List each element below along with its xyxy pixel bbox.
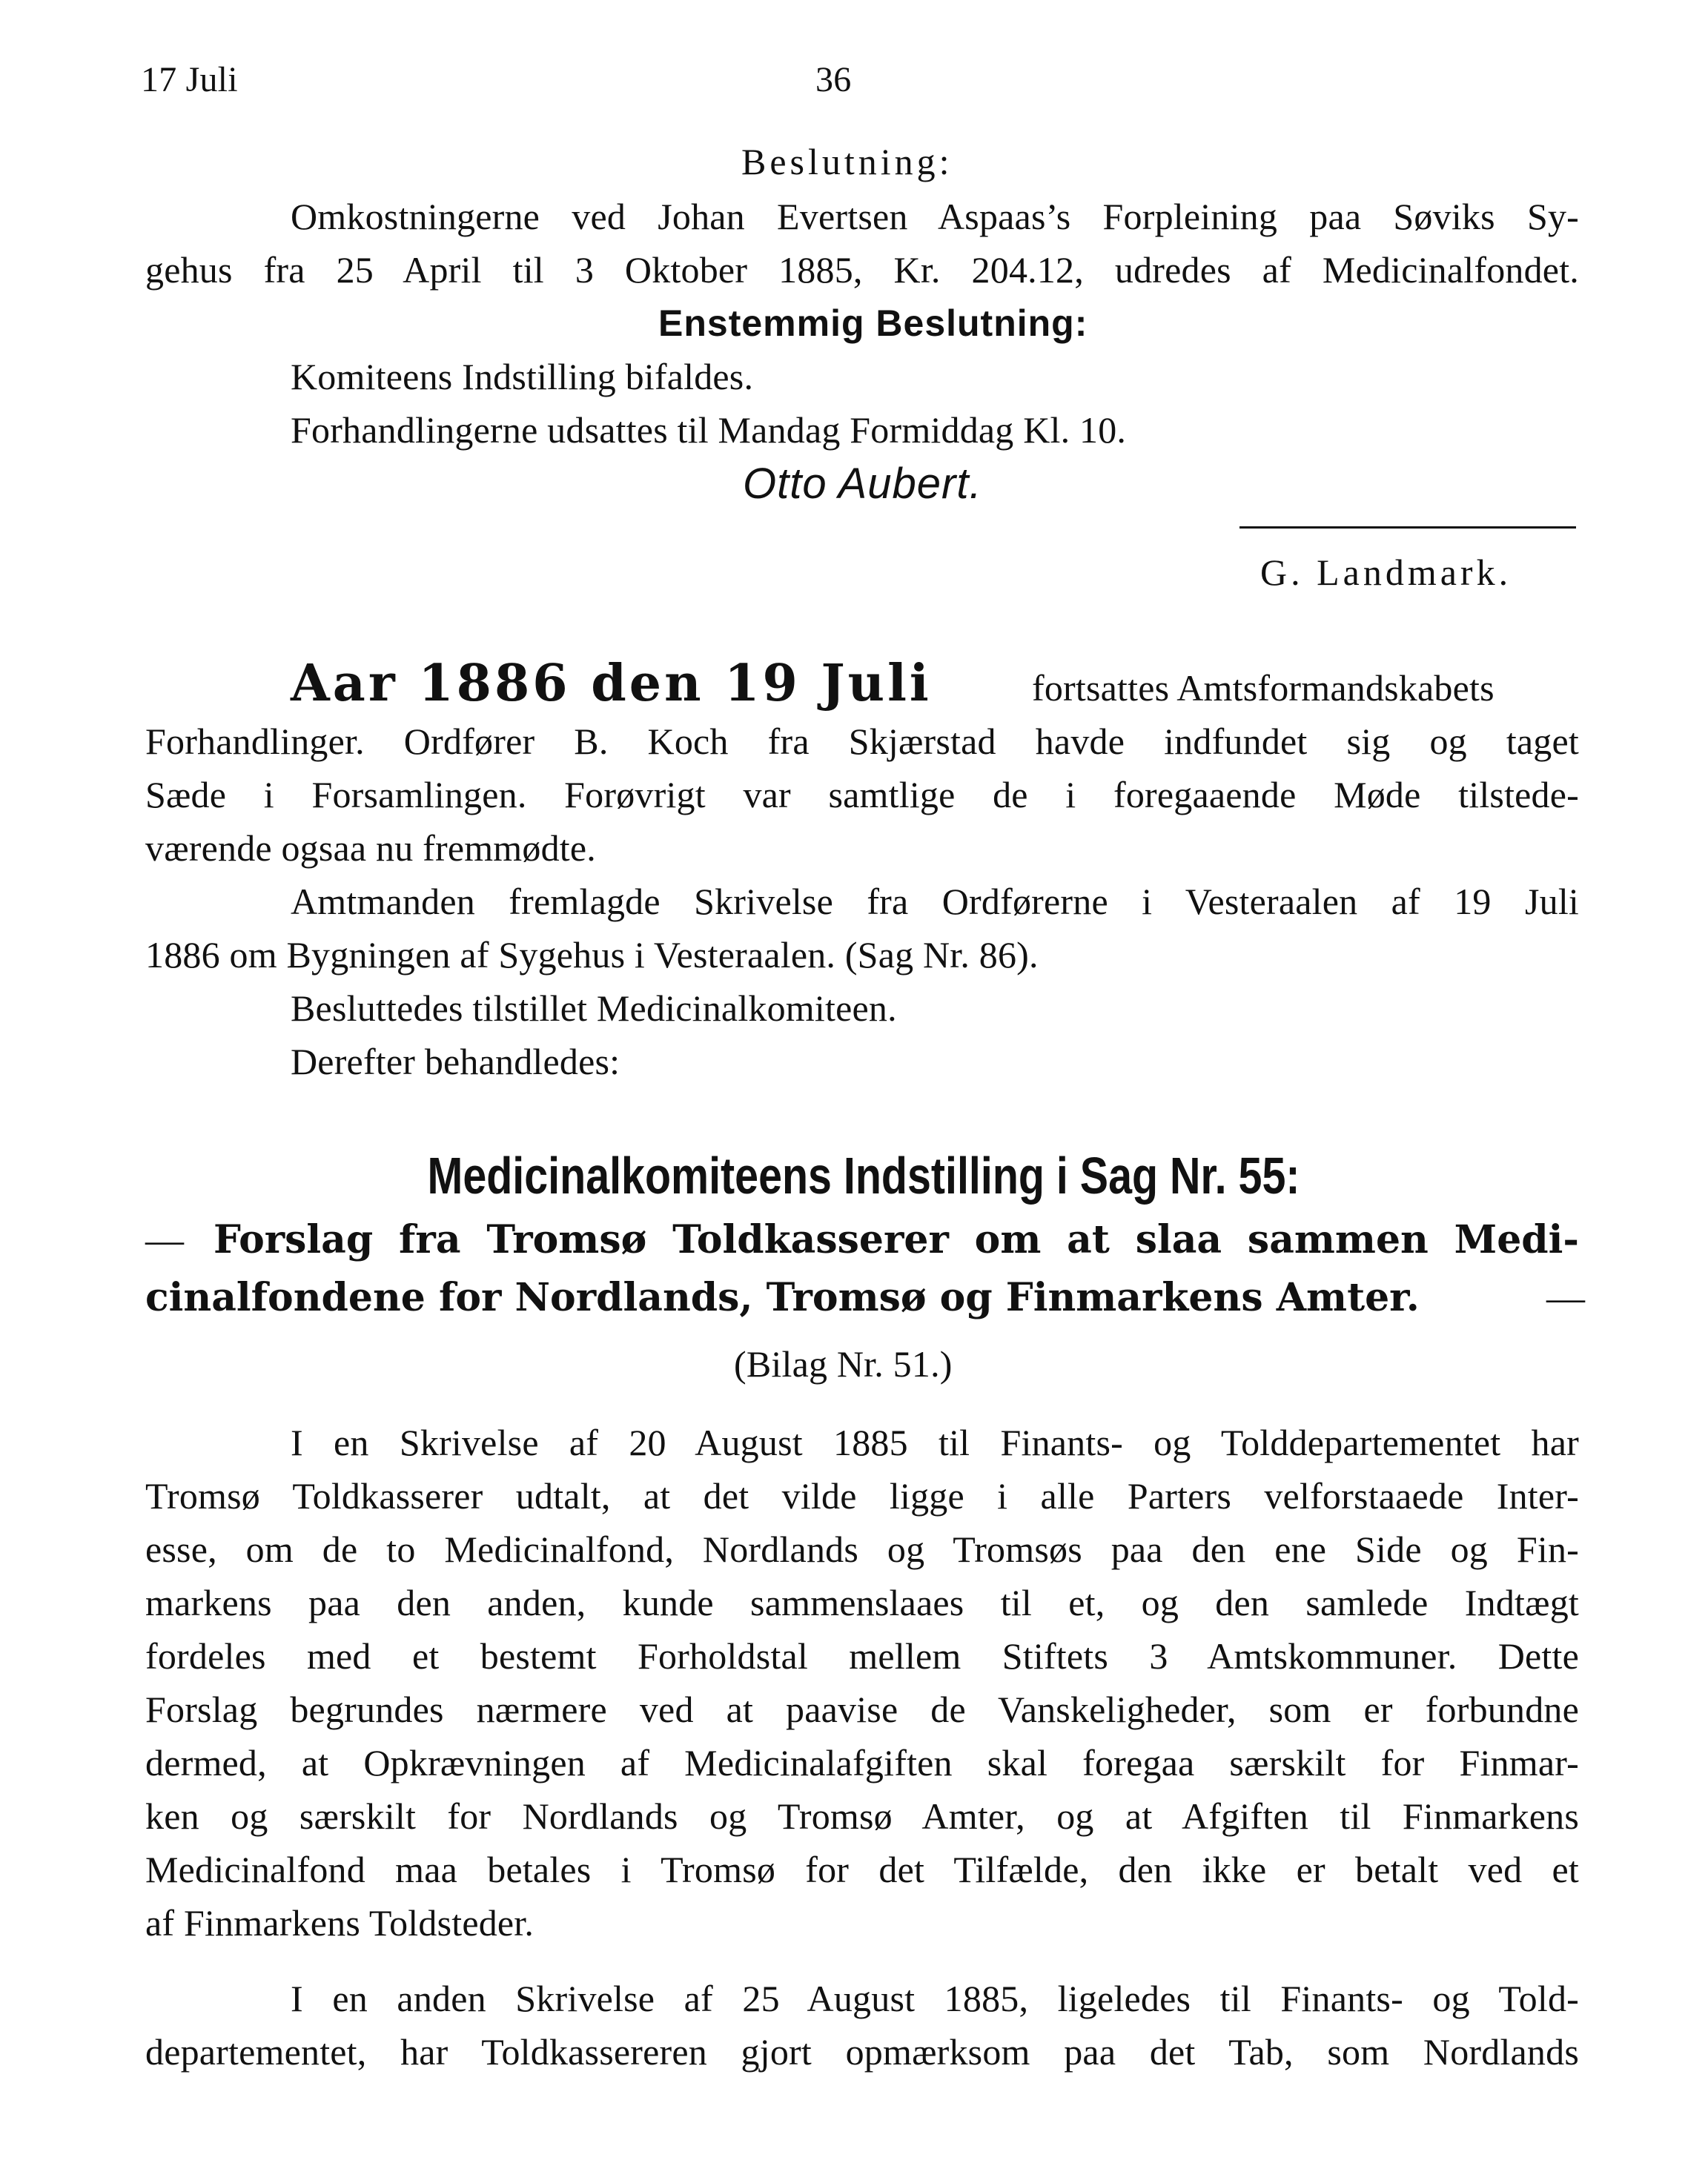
section3-line-7: Besluttedes tilstillet Medicinalkomiteen. <box>291 987 897 1029</box>
signature-chair: Otto Aubert. <box>743 460 982 508</box>
signature-rule <box>1239 526 1576 529</box>
section3-line-3: Sæde i Forsamlingen. Forøvrigt var samtlige de i foregaaende Møde tilstede- <box>145 774 1579 815</box>
para1-line-5: fordeles med et bestemt Forholdstal mellem Stiftets 3 Amtskommuner. Dette <box>145 1635 1579 1677</box>
para1-line-2: Tromsø Toldkasserer udtalt, at det vilde ligge i alle Parters velforstaaede Inter- <box>145 1475 1579 1517</box>
section3-line-5: Amtmanden fremlagde Skrivelse fra Ordførerne i Vesteraalen af 19 Juli <box>291 881 1579 922</box>
subtitle-dash-right: — <box>1546 1277 1585 1319</box>
para1-line-1: I en Skrivelse af 20 August 1885 til Finants- og Tolddepartementet har <box>291 1422 1579 1463</box>
section3-line-1: fortsattes Amtsformandskabets <box>1032 667 1494 709</box>
header-date: 17 Juli <box>141 60 238 99</box>
para2-line-1: I en anden Skrivelse af 25 August 1885, ligeledes til Finants- og Told- <box>291 1978 1579 2019</box>
subtitle-dash-left: — <box>145 1219 184 1262</box>
para1-line-10: af Finmarkens Toldsteder. <box>145 1902 534 1944</box>
para1-line-3: esse, om de to Medicinalfond, Nordlands og Tromsøs paa den ene Side og Fin- <box>145 1529 1579 1570</box>
signature-secretary: G. Landmark. <box>1260 552 1512 593</box>
section1-heading: Beslutning: <box>741 141 953 182</box>
subtitle-line-1 <box>145 1216 184 1265</box>
committee-title: Medicinalkomiteens Indstilling i Sag Nr. 55: <box>427 1147 1300 1205</box>
section2-line-2: Forhandlingerne udsattes til Mandag Formiddag Kl. 10. <box>291 409 1127 451</box>
para1-line-9: Medicinalfond maa betales i Tromsø for det Tilfælde, den ikke er betalt ved et <box>145 1849 1579 1890</box>
para1-line-6: Forslag begrundes nærmere ved at paavise de Vanskeligheder, som er forbundne <box>145 1689 1579 1730</box>
section3-line-8: Derefter behandledes: <box>291 1041 620 1082</box>
bilag-reference: (Bilag Nr. 51.) <box>734 1343 953 1385</box>
section1-line-2: gehus fra 25 April til 3 Oktober 1885, Kr. 204.12, udredes af Medicinalfondet. <box>145 249 1579 291</box>
page-number: 36 <box>815 60 852 99</box>
para1-line-8: ken og særskilt for Nordlands og Tromsø Amter, og at Afgiften til Finmarkens <box>145 1795 1579 1837</box>
subtitle-line-1-text: Forslag fra Tromsø Toldkasserer om at slaa sammen Medi- <box>214 1217 1579 1262</box>
para1-line-4: markens paa den anden, kunde sammenslaaes til et, og den samlede Indtægt <box>145 1582 1579 1623</box>
para1-line-7: dermed, at Opkrævningen af Medicinalafgiften skal foregaa særskilt for Finmar- <box>145 1742 1579 1784</box>
para2-line-2: departementet, har Toldkassereren gjort opmærksom paa det Tab, som Nordlands <box>145 2031 1579 2073</box>
subtitle-line-2-dash <box>1546 1274 1585 1323</box>
subtitle-line-2: cinalfondene for Nordlands, Tromsø og Finmarkens Amter. <box>145 1275 1420 1320</box>
section2-line-1: Komiteens Indstilling bifaldes. <box>291 356 754 397</box>
section3-line-2: Forhandlinger. Ordfører B. Koch fra Skjærstad havde indfundet sig og taget <box>145 721 1579 762</box>
section3-line-4: værende ogsaa nu fremmødte. <box>145 827 596 869</box>
section3-line-6: 1886 om Bygningen af Sygehus i Vesteraalen. (Sag Nr. 86). <box>145 934 1039 976</box>
section2-heading: Enstemmig Beslutning: <box>658 302 1088 344</box>
section1-line-1: Omkostningerne ved Johan Evertsen Aspaas’s Forpleining paa Søviks Sy- <box>291 196 1579 237</box>
session-date-lead: Aar 1886 den 19 Juli <box>291 654 932 713</box>
